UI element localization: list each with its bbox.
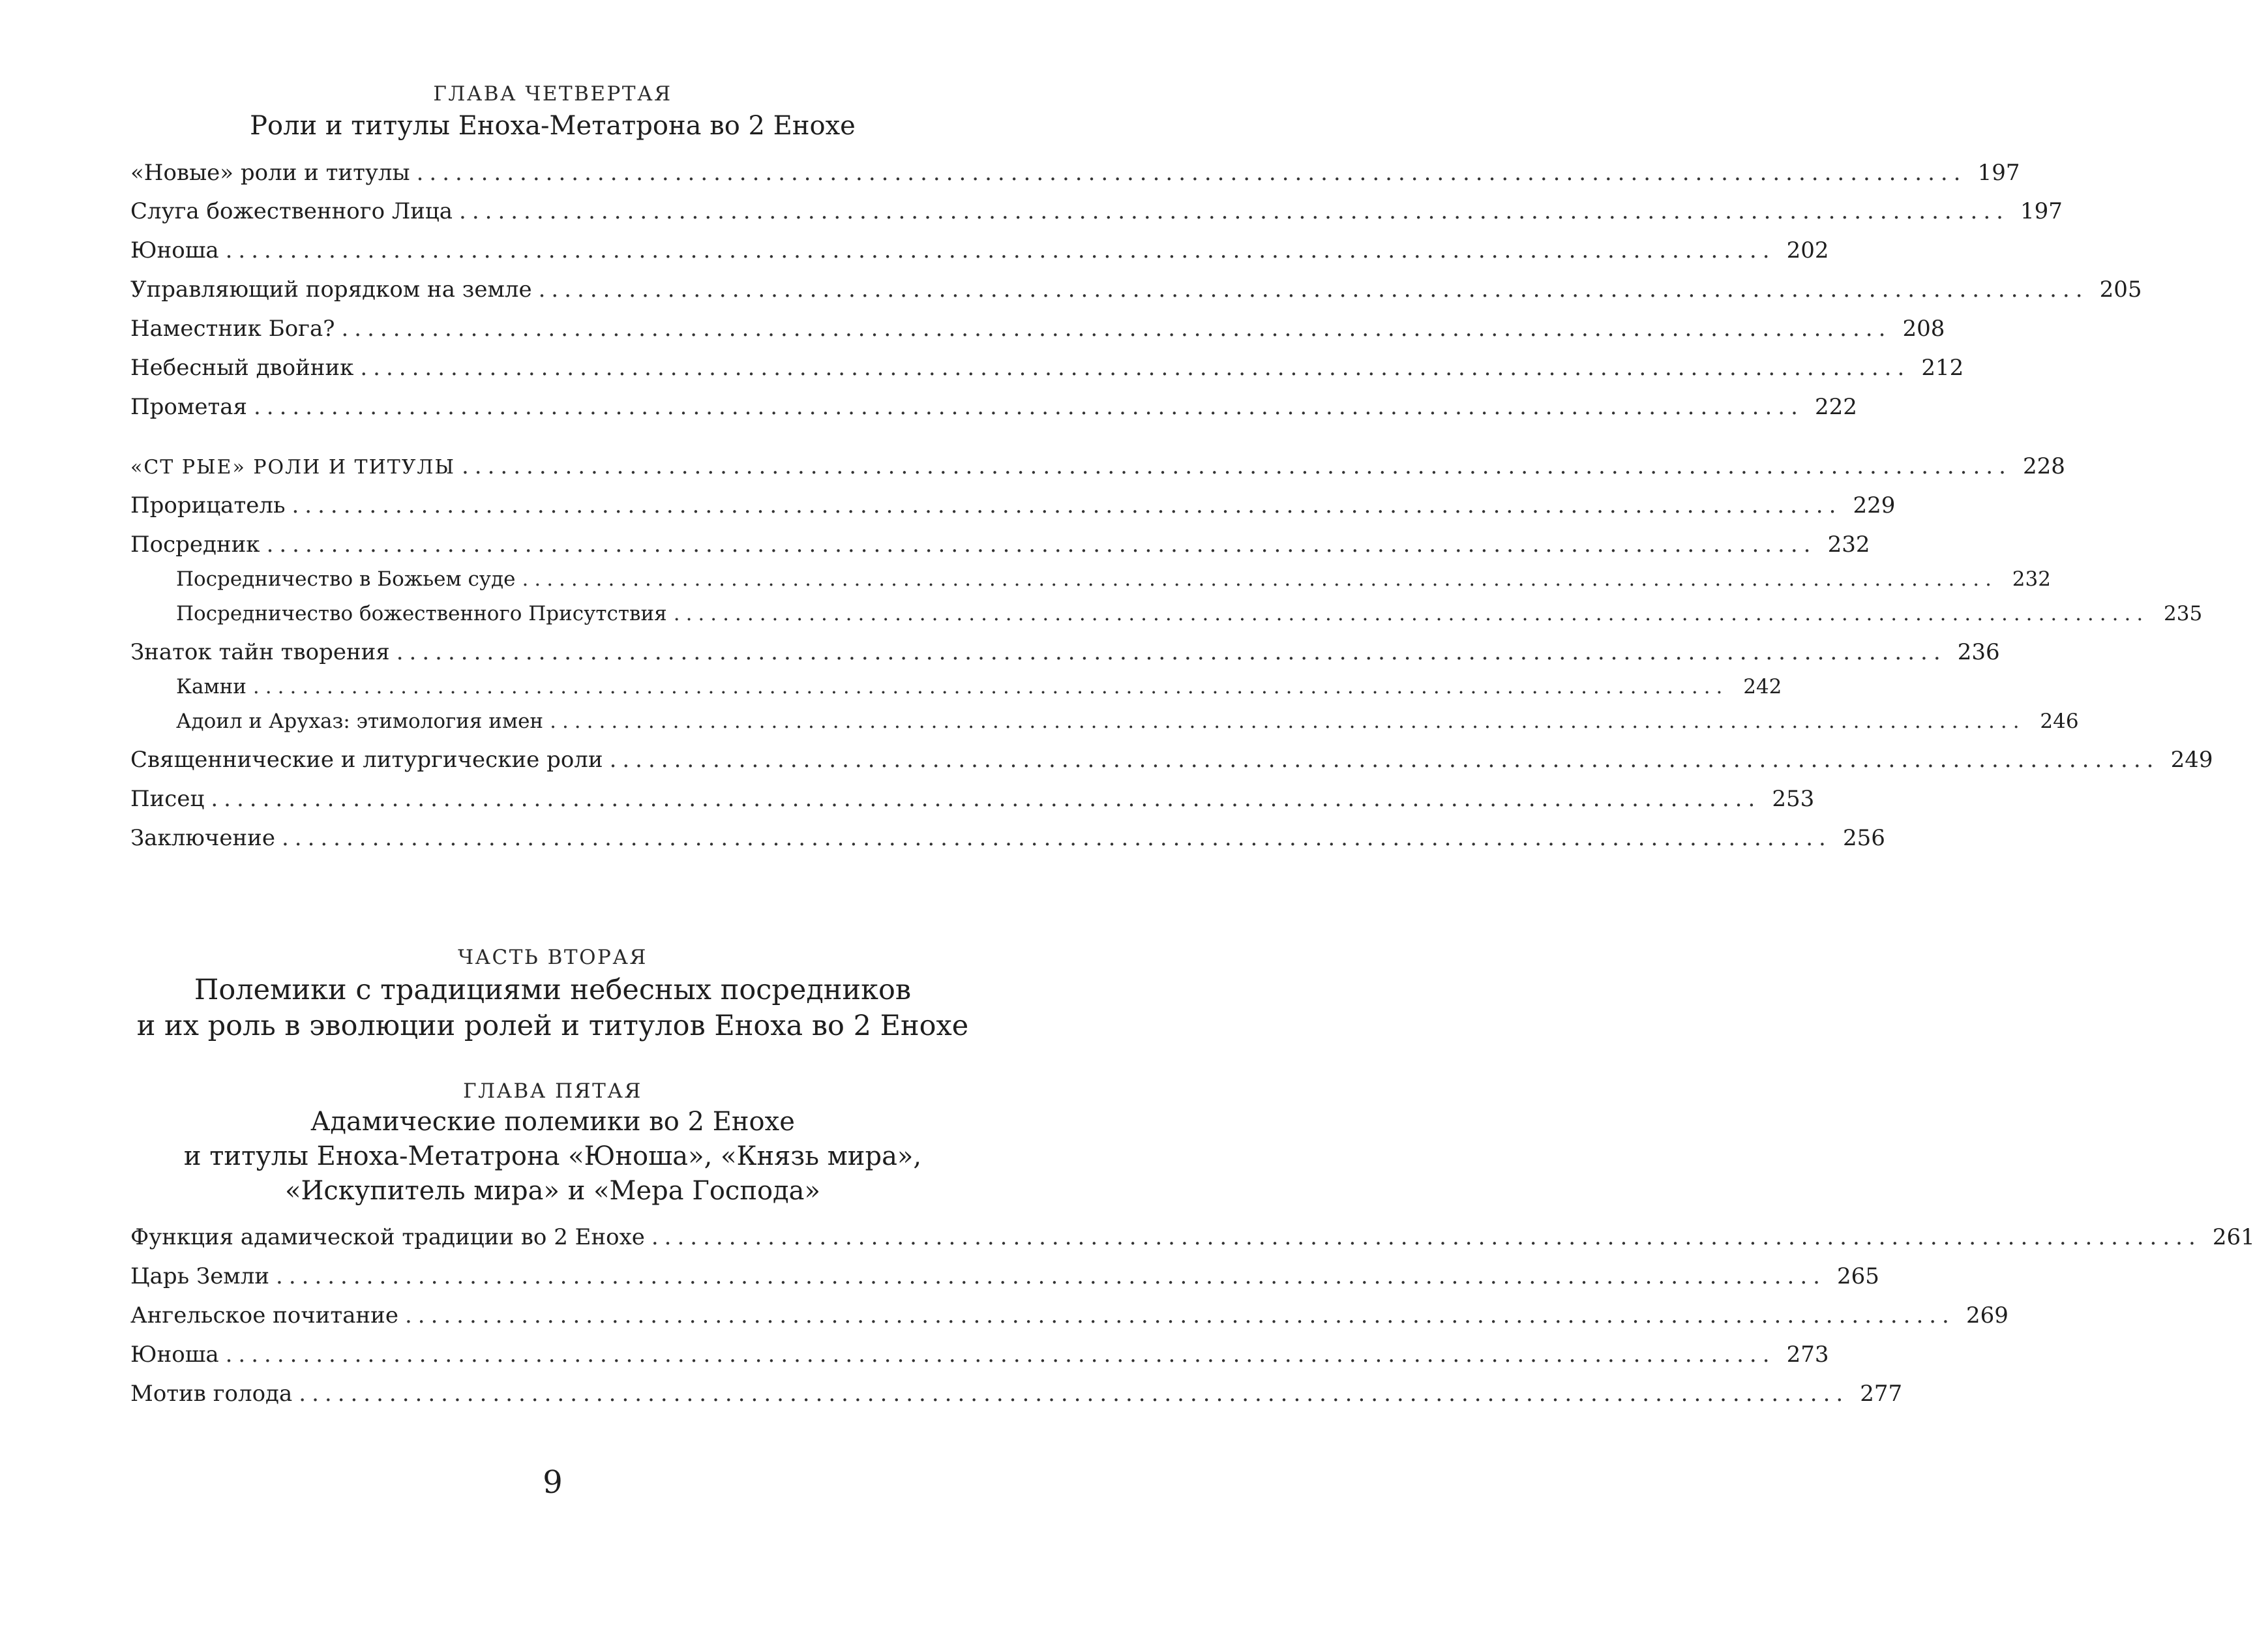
toc-entry-page: 197 (1977, 160, 2020, 186)
dot-leader: ........................................................................................................................ (396, 639, 1947, 665)
dot-leader: ........................................................................................................................ (225, 1342, 1776, 1368)
page-number: 9 (543, 1464, 563, 1501)
toc-entry (130, 822, 1885, 854)
toc-entry-page: 265 (1837, 1263, 1879, 1289)
toc-entry (130, 196, 2063, 227)
toc-entry-label: Посредник (130, 532, 260, 558)
toc-entry-label: Наместник Бога? (130, 316, 335, 342)
dot-leader: ........................................................................................................................ (253, 394, 1804, 420)
toc-subentry (176, 671, 1782, 702)
dot-leader: ........................................................................................................................ (522, 567, 1997, 591)
chapter-title: Роли и титулы Еноха-Метатрона во 2 Енохе (250, 111, 856, 141)
dot-leader: ........................................................................................................................ (538, 277, 2089, 303)
toc-entry-label: Управляющий порядком на земле (130, 277, 532, 303)
toc-entry (130, 274, 2142, 305)
toc-entry (130, 313, 1945, 344)
toc-subentry (176, 563, 2051, 595)
toc-entry-label: Функция адамической традиции во 2 Енохе (130, 1224, 645, 1250)
toc-entry (130, 783, 1815, 815)
toc-entry (130, 490, 1896, 521)
toc-entry (130, 1378, 1903, 1409)
toc-entry (130, 157, 2020, 188)
dot-leader: ........................................................................................................................ (252, 675, 1729, 698)
dot-leader: ........................................................................................................................ (299, 1381, 1849, 1407)
toc-entry (130, 1300, 2009, 1331)
toc-entry-label: «Новые» роли и титулы (130, 160, 410, 186)
toc-entry-page: 261 (2212, 1224, 2255, 1250)
toc-entry-page: 273 (1786, 1342, 1829, 1368)
dot-leader: ........................................................................................................................ (609, 747, 2160, 773)
dot-leader: ........................................................................................................................ (276, 1263, 1826, 1289)
toc-entry-page: 208 (1902, 316, 1945, 342)
toc-entry-page: 229 (1853, 492, 1896, 518)
toc-entry-label: Камни (176, 675, 246, 698)
toc-entry (130, 391, 1857, 423)
dot-leader: ........................................................................................................................ (404, 1302, 1955, 1329)
chapter-kicker: ГЛАВА ЧЕТВЕРТАЯ (433, 82, 672, 106)
toc-entry-label: Адоил и Аруxаз: этимология имен (176, 710, 544, 733)
toc-entry-page: 269 (1965, 1302, 2009, 1329)
toc-entry-page: 205 (2099, 277, 2142, 303)
toc-entry (130, 1222, 2255, 1253)
toc-entry-label: Посредничество в Божьем суде (176, 567, 516, 591)
toc-entry-page: 212 (1921, 355, 1964, 381)
part-title-line1: Полемики с традициями небесных посредников (194, 974, 912, 1006)
toc-entry (130, 1339, 1829, 1370)
toc-entry-label: Мотив голода (130, 1381, 293, 1407)
toc-entry (130, 744, 2213, 775)
toc-entry-label: Небесный двойник (130, 355, 354, 381)
dot-leader: ........................................................................................................................ (651, 1224, 2202, 1250)
toc-entry-label: Юноша (130, 1342, 219, 1368)
toc-entry-page: 197 (2020, 198, 2063, 224)
toc-entry-page: 232 (1827, 532, 1870, 558)
part-title-line2: и их роль в эволюции ролей и титулов Еноха во 2 Енохе (136, 1010, 969, 1042)
toc-entry-label: Юноша (130, 237, 219, 263)
toc-entry (130, 637, 2000, 668)
toc-entry-label: «СТ РЫЕ» РОЛИ И ТИТУЛЫ (130, 456, 455, 479)
dot-leader: ........................................................................................................................ (291, 492, 1842, 518)
dot-leader: ........................................................................................................................ (281, 825, 1832, 851)
chapter-kicker: ГЛАВА ПЯТАЯ (463, 1079, 642, 1103)
toc-entry-label: Ангельское почитание (130, 1302, 398, 1329)
chapter-title-line3: «Искупитель мира» и «Мера Господа» (284, 1176, 821, 1206)
dot-leader: ........................................................................................................................ (225, 237, 1776, 263)
chapter-title-line1: Адамические полемики во 2 Енохе (310, 1107, 795, 1137)
toc-entry-label: Посредничество божественного Присутствия (176, 602, 667, 625)
toc-subentry (176, 706, 2079, 737)
dot-leader: ........................................................................................................................ (360, 355, 1911, 381)
toc-entry-page: 253 (1772, 786, 1815, 812)
toc-entry-page: 222 (1815, 394, 1857, 420)
toc-entry-page: 256 (1842, 825, 1885, 851)
toc-entry-label: Знаток тайн творения (130, 639, 390, 665)
dot-leader: ........................................................................................................................ (673, 602, 2149, 625)
dot-leader: ........................................................................................................................ (341, 316, 1892, 342)
toc-entry (130, 235, 1829, 266)
toc-entry-label: Прометая (130, 394, 247, 420)
toc-section-entry (130, 451, 2065, 482)
toc-entry-page: 228 (2023, 453, 2065, 479)
toc-entry-page: 277 (1860, 1381, 1903, 1407)
toc-entry-label: Царь Земли (130, 1263, 270, 1289)
toc-entry-page: 232 (2012, 567, 2051, 591)
toc-entry-page: 246 (2040, 710, 2079, 733)
toc-entry-label: Писец (130, 786, 205, 812)
toc-entry (130, 1261, 1879, 1292)
toc-subentry (176, 598, 2203, 629)
toc-entry-label: Слуга божественного Лица (130, 198, 453, 224)
toc-entry-page: 235 (2164, 602, 2203, 625)
toc-entry-page: 236 (1957, 639, 2000, 665)
dot-leader: ........................................................................................................................ (211, 786, 1761, 812)
toc-entry-label: Священнические и литургические роли (130, 747, 603, 773)
dot-leader: ........................................................................................................................ (461, 453, 2012, 479)
toc-entry-page: 202 (1786, 237, 1829, 263)
part-kicker: ЧАСТЬ ВТОРАЯ (458, 946, 648, 969)
toc-entry-label: Прорицатель (130, 492, 286, 518)
chapter-title-line2: и титулы Еноха-Метатрона «Юноша», «Князь мира», (183, 1141, 922, 1171)
dot-leader: ........................................................................................................................ (550, 710, 2025, 733)
toc-entry-label: Заключение (130, 825, 275, 851)
dot-leader: ........................................................................................................................ (266, 532, 1817, 558)
toc-entry (130, 529, 1870, 560)
toc-entry-page: 242 (1743, 675, 1782, 698)
toc-entry-page: 249 (2170, 747, 2213, 773)
toc-entry (130, 352, 1964, 383)
dot-leader: ........................................................................................................................ (416, 160, 1967, 186)
dot-leader: ........................................................................................................................ (459, 198, 2009, 224)
